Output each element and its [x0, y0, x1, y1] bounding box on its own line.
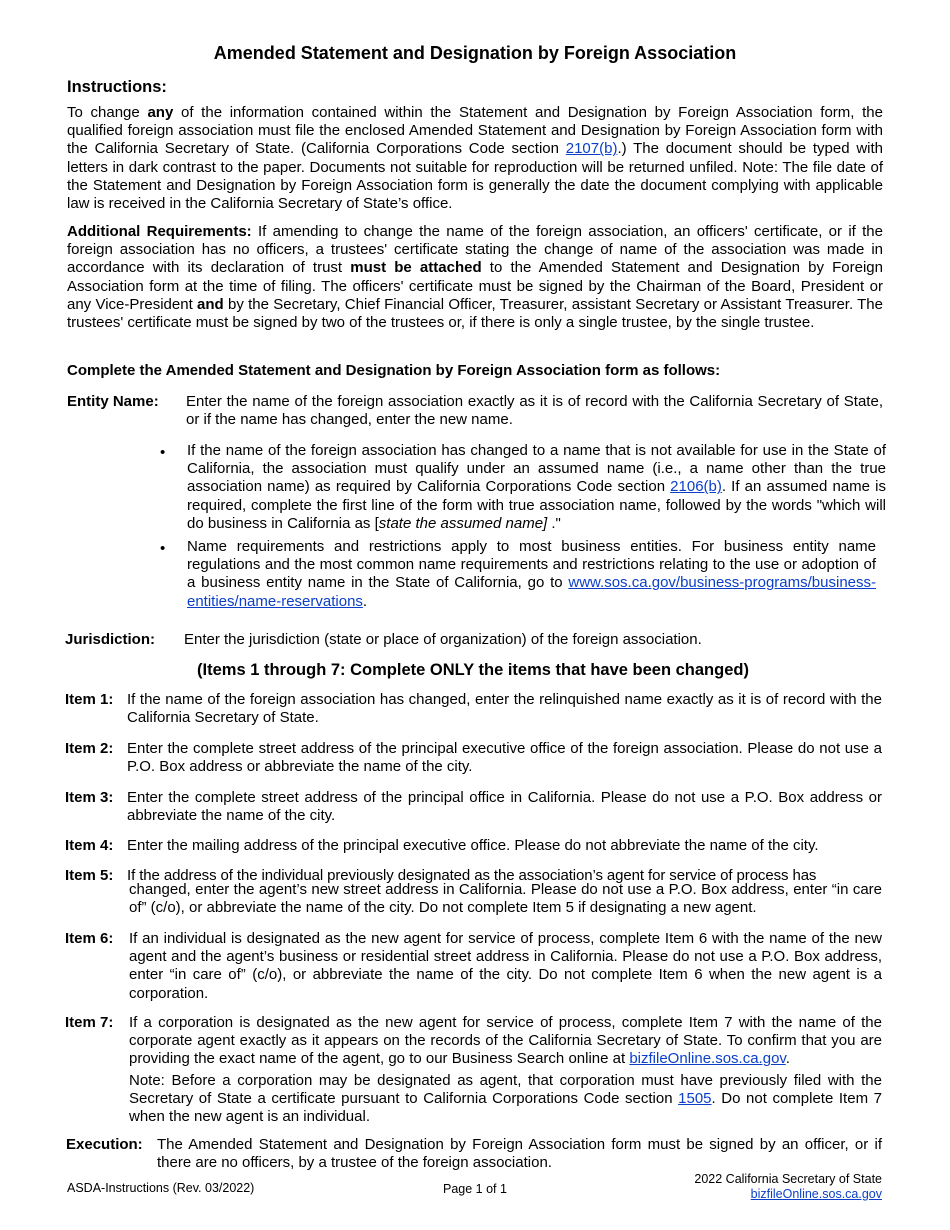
footer-form-code: ASDA-Instructions (Rev. 03/2022)	[67, 1181, 255, 1195]
item-6-text: If an individual is designated as the new agent for service of process, complete Item 6 with the name of the new agent and the agent’s business or residential street address in California. Please do not use a P.O. Box address, enter “in care of” (c/o), or abbreviate the name of the city. Do not complete Item 6 when the new agent is a corporation.	[129, 930, 882, 1002]
item-1-text: If the name of the foreign association has changed, enter the relinquished name exactly as it is of record with the California Secretary of State.	[127, 691, 882, 727]
footer-link-wrap	[751, 1187, 882, 1202]
name-reservations-link[interactable]: www.sos.ca.gov/business-programs/business-entities/name-reservations	[187, 574, 876, 610]
item-5-text: changed, enter the agent’s new street address in California. Please do not use a P.O. Box address, enter “in care of” (c/o), or abbreviate the name of the city. Do not complete Item 5 if designating a new agent.	[129, 881, 882, 917]
intro-text-1: To change	[67, 104, 148, 121]
code-2106b-link[interactable]: 2106(b)	[670, 478, 722, 496]
additional-and: and	[197, 295, 224, 313]
code-1505-link[interactable]: 1505	[678, 1090, 712, 1108]
execution-label: Execution:	[66, 1136, 143, 1153]
entity-name-label: Entity Name:	[67, 393, 159, 410]
intro-paragraph	[67, 104, 883, 213]
footer-bizfile-link[interactable]: bizfileOnline.sos.ca.gov	[750, 1187, 882, 1201]
entity-name-text: Enter the name of the foreign association exactly as it is of record with the California Secretary of State, or if the name has changed, enter the new name.	[186, 393, 883, 429]
bullet-1-italic: state the assumed name]	[378, 514, 548, 532]
item-5-line-1: If the address of the individual previously designated as the association’s agent for service of process has	[127, 867, 817, 884]
intro-text-3: .) The document should be typed with letters in dark contrast to the paper. Documents not suitable for reproduction will be returned unfiled. Note: The file date of the Statement and Designation by Foreign Association form is generally the date the document complying with applicable law is received in the California Secretary of State’s office.	[67, 140, 884, 213]
bullet-1-dot: •	[160, 444, 166, 461]
item-2-text: Enter the complete street address of the principal executive office of the foreign association. Please do not use a P.O. Box address or abbreviate the name of the city.	[127, 740, 882, 776]
bullet-1-text	[187, 442, 886, 533]
item-2-label: Item 2:	[65, 740, 114, 757]
footer-page-number: Page 1 of 1	[443, 1182, 507, 1196]
item-7-note	[129, 1072, 882, 1127]
jurisdiction-text: Enter the jurisdiction (state or place of organization) of the foreign association.	[184, 631, 702, 648]
execution-text: The Amended Statement and Designation by Foreign Association form must be signed by an officer, or if there are no officers, by a trustee of the foreign association.	[157, 1136, 882, 1172]
bullet-2-text	[187, 538, 876, 611]
bullet-1-text-3: ."	[547, 514, 561, 532]
additional-must: must be attached	[350, 259, 482, 277]
bullet-2-dot: •	[160, 540, 166, 557]
additional-label: Additional Requirements:	[67, 223, 252, 240]
bizfile-link[interactable]: bizfileOnline.sos.ca.gov	[629, 1050, 786, 1068]
item-3-label: Item 3:	[65, 789, 114, 806]
jurisdiction-label: Jurisdiction:	[65, 631, 156, 648]
intro-any: any	[147, 104, 174, 121]
additional-text-3: by the Secretary, Chief Financial Officer, Treasurer, assistant Secretary or Assistant Treasurer. The trustees' certificate must be signed by two of the trustees or, if there is only a single trustee, by the single trustee.	[67, 295, 883, 332]
item-7-text-1: If a corporation is designated as the new agent for service of process, complete Item 7 with the name of the corporate agent exactly as it appears on the records of the California Secretary of State. To confirm that you are providing the exact name of the agent, go to our Business Search online at	[129, 1014, 882, 1068]
additional-requirements-paragraph	[67, 223, 883, 332]
code-2107b-link[interactable]: 2107(b)	[565, 140, 618, 158]
items-heading: (Items 1 through 7: Complete ONLY the items that have been changed)	[197, 661, 749, 679]
item-7-text	[129, 1014, 882, 1069]
item-7-label: Item 7:	[65, 1014, 114, 1031]
item-4-label: Item 4:	[65, 837, 114, 854]
bullet-1-text-2: . If an assumed name is required, complete the first line of the form with true association name, followed by the words "which will do business in California as [	[187, 478, 886, 532]
complete-heading: Complete the Amended Statement and Designation by Foreign Association form as follows:	[67, 362, 721, 379]
additional-text-2: to the Amended Statement and Designation by Foreign Association form at the time of filing. The officers' certificate must be signed by the Chairman of the Board, President or any Vice-President	[67, 259, 883, 313]
instructions-heading: Instructions:	[67, 78, 167, 96]
footer-copyright: 2022 California Secretary of State	[694, 1172, 882, 1186]
bullet-2-text-2: .	[362, 592, 368, 610]
page-title: Amended Statement and Designation by Foreign Association	[213, 43, 737, 63]
item-6-label: Item 6:	[65, 930, 114, 947]
additional-text-1: If amending to change the name of the foreign association, an officers' certificate, or if the foreign association has no officers, a trustees' certificate stating the change of name of the association was made in accordance with its declaration of trust	[67, 223, 883, 277]
item-7-note-1: Note: Before a corporation may be designated as agent, that corporation must have previously filed with the Secretary of State a certificate pursuant to California Corporations Code section	[129, 1072, 882, 1108]
item-7-note-2: . Do not complete Item 7 when the new agent is an individual.	[129, 1090, 882, 1126]
bullet-2-text-1: Name requirements and restrictions apply to most business entities. For business entity name regulations and the most common name requirements and restrictions relating to the use or adoption of a business entity name in the State of California, go to	[187, 538, 876, 592]
item-5-label: Item 5:	[65, 867, 114, 884]
bullet-1-text-1: If the name of the foreign association has changed to a name that is not available for use in the State of California, the association must qualify under an assumed name (i.e., a name other than the true association name) as required by California Corporations Code section	[187, 442, 886, 496]
item-7-text-2: .	[785, 1050, 790, 1068]
item-1-label: Item 1:	[65, 691, 114, 708]
item-4-text: Enter the mailing address of the principal executive office. Please do not abbreviate the name of the city.	[127, 837, 819, 854]
item-3-text: Enter the complete street address of the principal office in California. Please do not use a P.O. Box address or abbreviate the name of the city.	[127, 789, 882, 825]
intro-text-2: of the information contained within the Statement and Designation by Foreign Association form, the qualified foreign association must file the enclosed Amended Statement and Designation by Foreign Association form with the California Secretary of State. (California Corporations Code section	[67, 104, 883, 158]
